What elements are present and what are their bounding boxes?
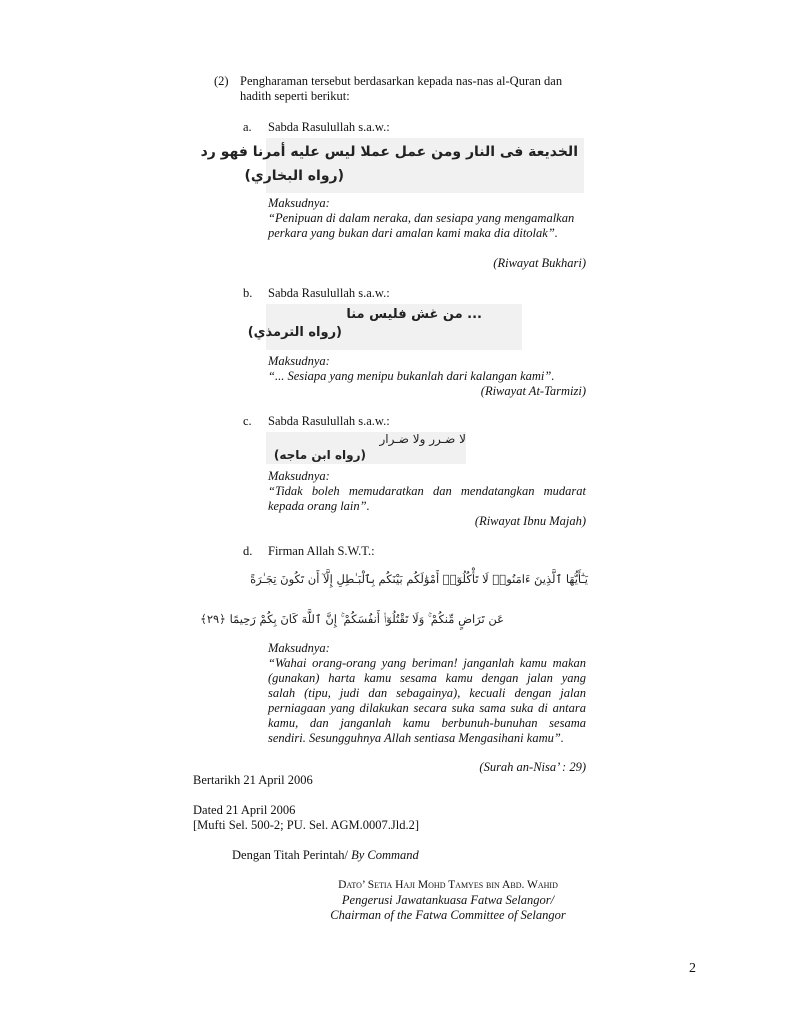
item-b-arabic-line1: ... من غش فليس منا bbox=[346, 307, 482, 322]
dated-english: Dated 21 April 2006 bbox=[193, 803, 296, 817]
item-d-heading: Firman Allah S.W.T.: bbox=[268, 544, 375, 558]
item-a-text-line1: “Penipuan di dalam neraka, dan sesiapa yang mengamalkan bbox=[268, 211, 575, 225]
item-a-maksud-label: Maksudnya: bbox=[268, 196, 330, 210]
signatory-block bbox=[300, 878, 596, 923]
item-d-letter: d. bbox=[243, 544, 253, 558]
item-d-text-line: sendiri. Sesungguhnya Allah sentiasa Mengasihani kamu”. bbox=[268, 731, 564, 745]
item-a-source: (Riwayat Bukhari) bbox=[493, 256, 586, 270]
command-line bbox=[232, 848, 419, 863]
item-c-maksud-label: Maksudnya: bbox=[268, 469, 330, 483]
clause-number: (2) bbox=[214, 74, 229, 88]
item-a-letter: a. bbox=[243, 120, 252, 134]
item-d-text-line: “Wahai orang-orang yang beriman! janganlah kamu makan bbox=[268, 656, 586, 670]
page-number: 2 bbox=[689, 961, 696, 976]
item-a-text-line2: perkara yang bukan dari amalan kami maka dia ditolak”. bbox=[268, 226, 558, 240]
item-c-heading: Sabda Rasulullah s.a.w.: bbox=[268, 414, 390, 428]
signatory-name: Dato’ Setia Haji Mohd Tamyes bin Abd. Wahid bbox=[338, 879, 558, 891]
clause-text-line2: hadith seperti berikut: bbox=[240, 89, 350, 103]
item-d-quran-verse-image bbox=[200, 566, 588, 642]
item-c-arabic-image bbox=[266, 432, 466, 464]
item-c-text-line1: “Tidak boleh memudaratkan dan mendatangkan mudarat bbox=[268, 484, 586, 498]
item-a-arabic-line2: (رواه البخاري) bbox=[244, 168, 344, 184]
item-d-arabic-line1: يَـٰٓأَيُّهَا ٱلَّذِينَ ءَامَنُوا۟ لَا تَأْكُلُوٓا۟ أَمْوَٰلَكُم بَيْنَكُم بِٱلْبَـٰطِلِ إِلَّآ أَن تَكُونَ تِجَـٰرَةً bbox=[250, 572, 588, 586]
item-d-text-line: (gunakan) harta kamu sesama kamu dengan jalan yang bbox=[268, 671, 586, 685]
item-c-arabic-line1: لا ضـرر ولا ضـرار bbox=[379, 432, 466, 446]
command-english: By Command bbox=[351, 848, 419, 862]
item-b-text-line1: “... Sesiapa yang menipu bukanlah dari kalangan kami”. bbox=[268, 369, 555, 383]
item-c-source: (Riwayat Ibnu Majah) bbox=[474, 514, 586, 528]
item-b-heading: Sabda Rasulullah s.a.w.: bbox=[268, 286, 390, 300]
item-a-arabic-line1: الخديعة فى النار ومن عمل عملا ليس عليه أمرنا فهو رد bbox=[200, 144, 578, 160]
dated-malay: Bertarikh 21 April 2006 bbox=[193, 773, 313, 787]
item-b-arabic-image bbox=[247, 304, 522, 350]
item-b-letter: b. bbox=[243, 286, 253, 300]
item-b-maksud-label: Maksudnya: bbox=[268, 354, 330, 368]
item-b-arabic-line2: (رواه الترمذي) bbox=[247, 325, 342, 340]
command-malay: Dengan Titah Perintah/ bbox=[232, 848, 348, 862]
item-d-text-line: perniagaan yang dilakukan secara suka sama suka di antara bbox=[268, 701, 586, 715]
item-c-letter: c. bbox=[243, 414, 252, 428]
item-b-source: (Riwayat At-Tarmizi) bbox=[480, 384, 586, 398]
item-c-text-line2: kepada orang lain”. bbox=[268, 499, 370, 513]
item-d-source: (Surah an-Nisa’ : 29) bbox=[479, 760, 586, 774]
signatory-title-english: Chairman of the Fatwa Committee of Selangor bbox=[330, 908, 566, 922]
item-a-arabic-image bbox=[200, 138, 584, 193]
item-d-maksud-label: Maksudnya: bbox=[268, 641, 330, 655]
item-d-text-line: kamu, dan janganlah kamu berbunuh-bunuhan sesama bbox=[268, 716, 586, 730]
signatory-title-malay: Pengerusi Jawatankuasa Fatwa Selangor/ bbox=[341, 893, 555, 907]
item-d-arabic-line2: عَن تَرَاضٍ مِّنكُمْ ۚ وَلَا تَقْتُلُوٓا۟ أَنفُسَكُمْ ۚ إِنَّ ٱللَّهَ كَانَ بِكُمْ رَحِيمًا ﴿٢٩﴾ bbox=[200, 612, 504, 626]
item-d-translation bbox=[268, 656, 586, 746]
item-c-arabic-line2: (رواه ابن ماجه) bbox=[273, 448, 366, 462]
item-d-text-line: salah (tipu, judi dan sebagainya), kecuali dengan jalan bbox=[268, 686, 586, 700]
clause-text-line1: Pengharaman tersebut berdasarkan kepada nas-nas al-Quran dan bbox=[240, 74, 563, 88]
reference-number: [Mufti Sel. 500-2; PU. Sel. AGM.0007.Jld.2] bbox=[193, 818, 420, 832]
item-a-heading: Sabda Rasulullah s.a.w.: bbox=[268, 120, 390, 134]
